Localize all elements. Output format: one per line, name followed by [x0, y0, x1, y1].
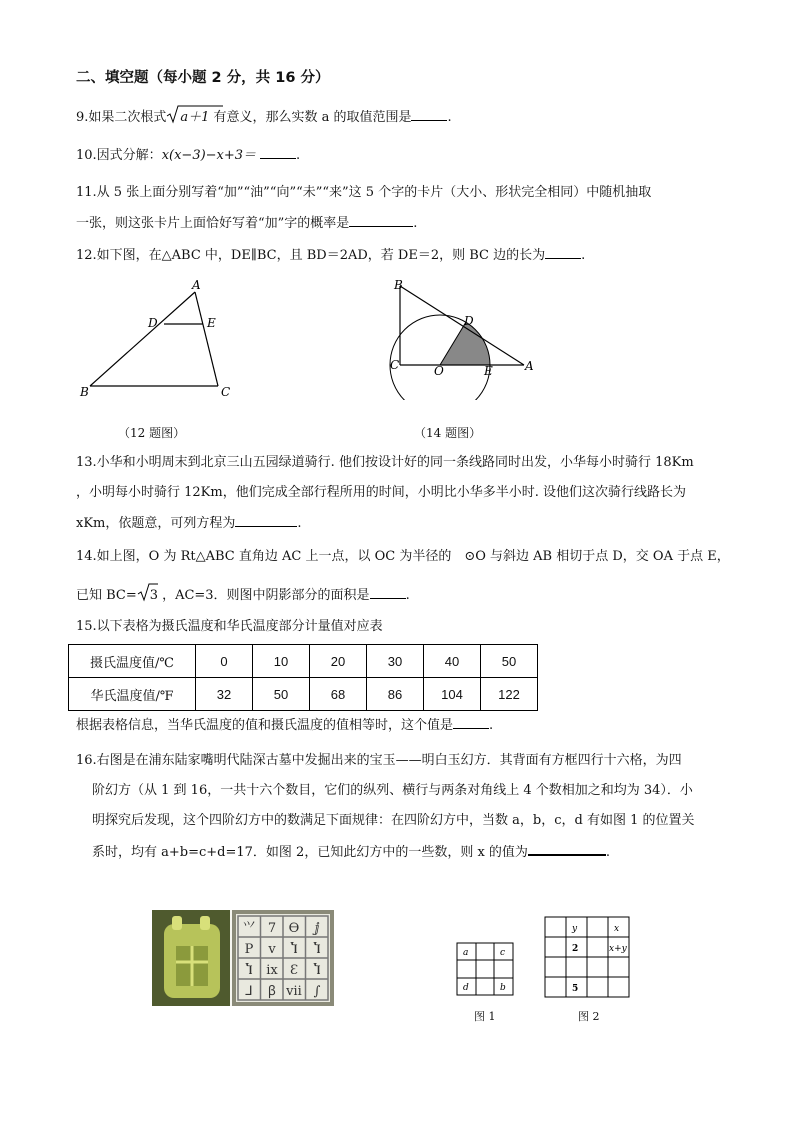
- q15-after-text: 根据表格信息，当华氏温度的值和摄氏温度的值相等时，这个值是: [76, 718, 454, 733]
- table-row: [69, 645, 538, 678]
- q15-end: .: [489, 718, 494, 733]
- svg-text:ⅸ: ⅸ: [266, 963, 278, 978]
- q14-radicand: 3: [149, 588, 159, 603]
- svg-text:Ɛ: Ɛ: [289, 963, 299, 978]
- q15-answer-blank[interactable]: [453, 716, 489, 729]
- cell-a: a: [463, 948, 469, 958]
- svg-text:ⅶ: ⅶ: [286, 984, 302, 999]
- table-cell: 86: [367, 678, 424, 711]
- svg-text:Ɵ: Ɵ: [288, 921, 300, 936]
- figure-1-caption: 图 1: [474, 1010, 496, 1023]
- svg-text:Ⴈ: Ⴈ: [313, 963, 321, 978]
- jade-magic-square-photo: [152, 910, 334, 1006]
- q16-line1: 16.右图是在浦东陆家嘴明代陆深古墓中发掘出来的宝玉——明白玉幻方．其背面有方框四行十六格，为四: [76, 753, 682, 768]
- cell-x: x: [614, 924, 620, 934]
- q12-end: .: [581, 248, 586, 263]
- section-title: 二、填空题（每小题 2 分，共 16 分）: [76, 70, 330, 86]
- label-E: E: [207, 316, 216, 330]
- q14-line1: 14.如上图，O 为 Rt△ABC 直角边 AC 上一点，以 OC 为半径的 ⊙O 与斜边 AB 相切于点 D，交 OA 于点 E，: [76, 549, 730, 564]
- shaded-sector: [440, 322, 490, 365]
- q11-answer-blank[interactable]: [349, 214, 413, 227]
- q14-line2: [76, 582, 410, 608]
- q11-line2-text: 一张，则这张卡片上面恰好写着“加”字的概率是: [76, 216, 350, 231]
- q11-end: .: [413, 216, 418, 231]
- cell-x-plus-y: x+y: [609, 944, 627, 954]
- q10-expr: x(x−3)−x+3＝: [161, 148, 257, 163]
- label-D: D: [148, 316, 158, 330]
- q16-line2: 阶幻方（从 1 到 16，一共十六个数目，它们的纵列、横行与两条对角线上 4 个数相加之和均为 34）．小: [92, 783, 693, 798]
- q9-end: .: [447, 110, 452, 125]
- cell-b: b: [500, 983, 506, 993]
- question-15: 15.以下表格为摄氏温度和华氏温度部分计量值对应表: [76, 619, 383, 634]
- question-12: [76, 246, 585, 265]
- cell-y: y: [572, 924, 578, 934]
- table-cell: 30: [367, 645, 424, 678]
- q13-line3: [76, 514, 302, 533]
- table-cell: 122: [481, 678, 538, 711]
- side-AB: [90, 292, 195, 386]
- label-E: E: [484, 364, 493, 378]
- row-label-celsius: 摄氏温度值/℃: [69, 645, 196, 678]
- figure-14-caption: （14 题图）: [414, 426, 482, 440]
- q13-line1: 13.小华和小明周末到北京三山五园绿道骑行. 他们按设计好的同一条线路同时出发，小华每小时骑行 18Km: [76, 455, 694, 470]
- label-O: O: [434, 364, 444, 378]
- figure-12-triangle: [70, 272, 250, 406]
- q12-answer-blank[interactable]: [545, 246, 581, 259]
- table-row: [69, 678, 538, 711]
- svg-text:Ⴈ: Ⴈ: [290, 942, 298, 957]
- q9-pre: 9.如果二次根式: [76, 110, 167, 125]
- question-10: [76, 146, 300, 165]
- table-cell: 68: [310, 678, 367, 711]
- svg-text:ⅉ: ⅉ: [314, 921, 320, 936]
- q14-line2-post: ，AC=3．则图中阴影部分的面积是: [162, 588, 370, 603]
- label-B: B: [394, 278, 403, 292]
- label-A: A: [525, 359, 534, 373]
- q9-answer-blank[interactable]: [411, 108, 447, 121]
- table-cell: 32: [196, 678, 253, 711]
- label-D: D: [464, 314, 474, 328]
- q14-answer-blank[interactable]: [370, 586, 406, 599]
- svg-text:⺍: ⺍: [242, 921, 256, 936]
- q9-radicand: a＋1: [180, 110, 210, 125]
- q10-answer-blank[interactable]: [260, 146, 296, 159]
- question-9: [76, 104, 452, 130]
- q10-pre: 10.因式分解：: [76, 148, 162, 163]
- table-cell: 50: [253, 678, 310, 711]
- q11-line1: 11.从 5 张上面分别写着“加”“油”“向”“未”“来”这 5 个字的卡片（大小、形状完全相同）中随机抽取: [76, 185, 652, 200]
- q16-line4: [92, 842, 610, 862]
- svg-text:Ⴈ: Ⴈ: [313, 942, 321, 957]
- q10-end: .: [296, 148, 301, 163]
- q16-end: .: [605, 845, 611, 860]
- q13-line3-text: xKm，依题意，可列方程为: [76, 516, 236, 531]
- svg-text:7: 7: [267, 921, 277, 936]
- temperature-table: [68, 644, 538, 711]
- side-AC: [195, 292, 218, 386]
- svg-text:Ⴈ: Ⴈ: [245, 963, 253, 978]
- figure-12-caption: （12 题图）: [118, 426, 186, 440]
- cell-c: c: [500, 948, 506, 958]
- cell-d: d: [463, 983, 469, 993]
- q15-after: [76, 716, 493, 735]
- q13-answer-blank[interactable]: [235, 514, 297, 527]
- svg-text:ꞵ: ꞵ: [267, 984, 277, 999]
- table-cell: 104: [424, 678, 481, 711]
- cell-2: 2: [572, 944, 579, 954]
- table-cell: 10: [253, 645, 310, 678]
- table-cell: 50: [481, 645, 538, 678]
- svg-text:ⅴ: ⅴ: [268, 942, 276, 957]
- q16-answer-blank[interactable]: [528, 842, 606, 856]
- figure-2-caption: 图 2: [578, 1010, 600, 1023]
- label-C: C: [221, 385, 231, 399]
- cell-5: 5: [572, 984, 579, 994]
- figure-1-grid: [456, 942, 516, 998]
- row-label-fahrenheit: 华氏温度值/℉: [69, 678, 196, 711]
- q16-line4-text: 系时，均有 a+b=c+d=17．如图 2，已知此幻方中的一些数，则 x 的值为: [92, 845, 528, 860]
- q14-line2-pre: 已知 BC=: [76, 588, 137, 603]
- q9-post: 有意义，那么实数 a 的取值范围是: [213, 110, 412, 125]
- label-C: C: [390, 358, 400, 372]
- figure-2-grid: [544, 916, 632, 1000]
- table-cell: 20: [310, 645, 367, 678]
- q13-end: .: [297, 516, 302, 531]
- svg-text:⅃: ⅃: [245, 984, 253, 999]
- svg-text:P: P: [244, 942, 254, 957]
- q11-line2: [76, 214, 417, 233]
- q13-line2: ，小明每小时骑行 12Km，他们完成全部行程所用的时间，小明比小华多半小时. 设他们这次骑行线路长为: [76, 485, 686, 500]
- figure-14-circle: [384, 276, 544, 400]
- q14-end: .: [405, 588, 410, 603]
- label-B: B: [80, 385, 89, 399]
- svg-text:∫: ∫: [313, 984, 321, 999]
- table-cell: 0: [196, 645, 253, 678]
- table-cell: 40: [424, 645, 481, 678]
- q12-text: 12.如下图，在△ABC 中，DE∥BC，且 BD＝2AD，若 DE＝2，则 BC 边的长为: [76, 248, 546, 263]
- q16-line3: 明探究后发现，这个四阶幻方中的数满足下面规律：在四阶幻方中，当数 a，b，c，d 有如图 1 的位置关: [92, 813, 695, 828]
- label-A: A: [192, 278, 201, 292]
